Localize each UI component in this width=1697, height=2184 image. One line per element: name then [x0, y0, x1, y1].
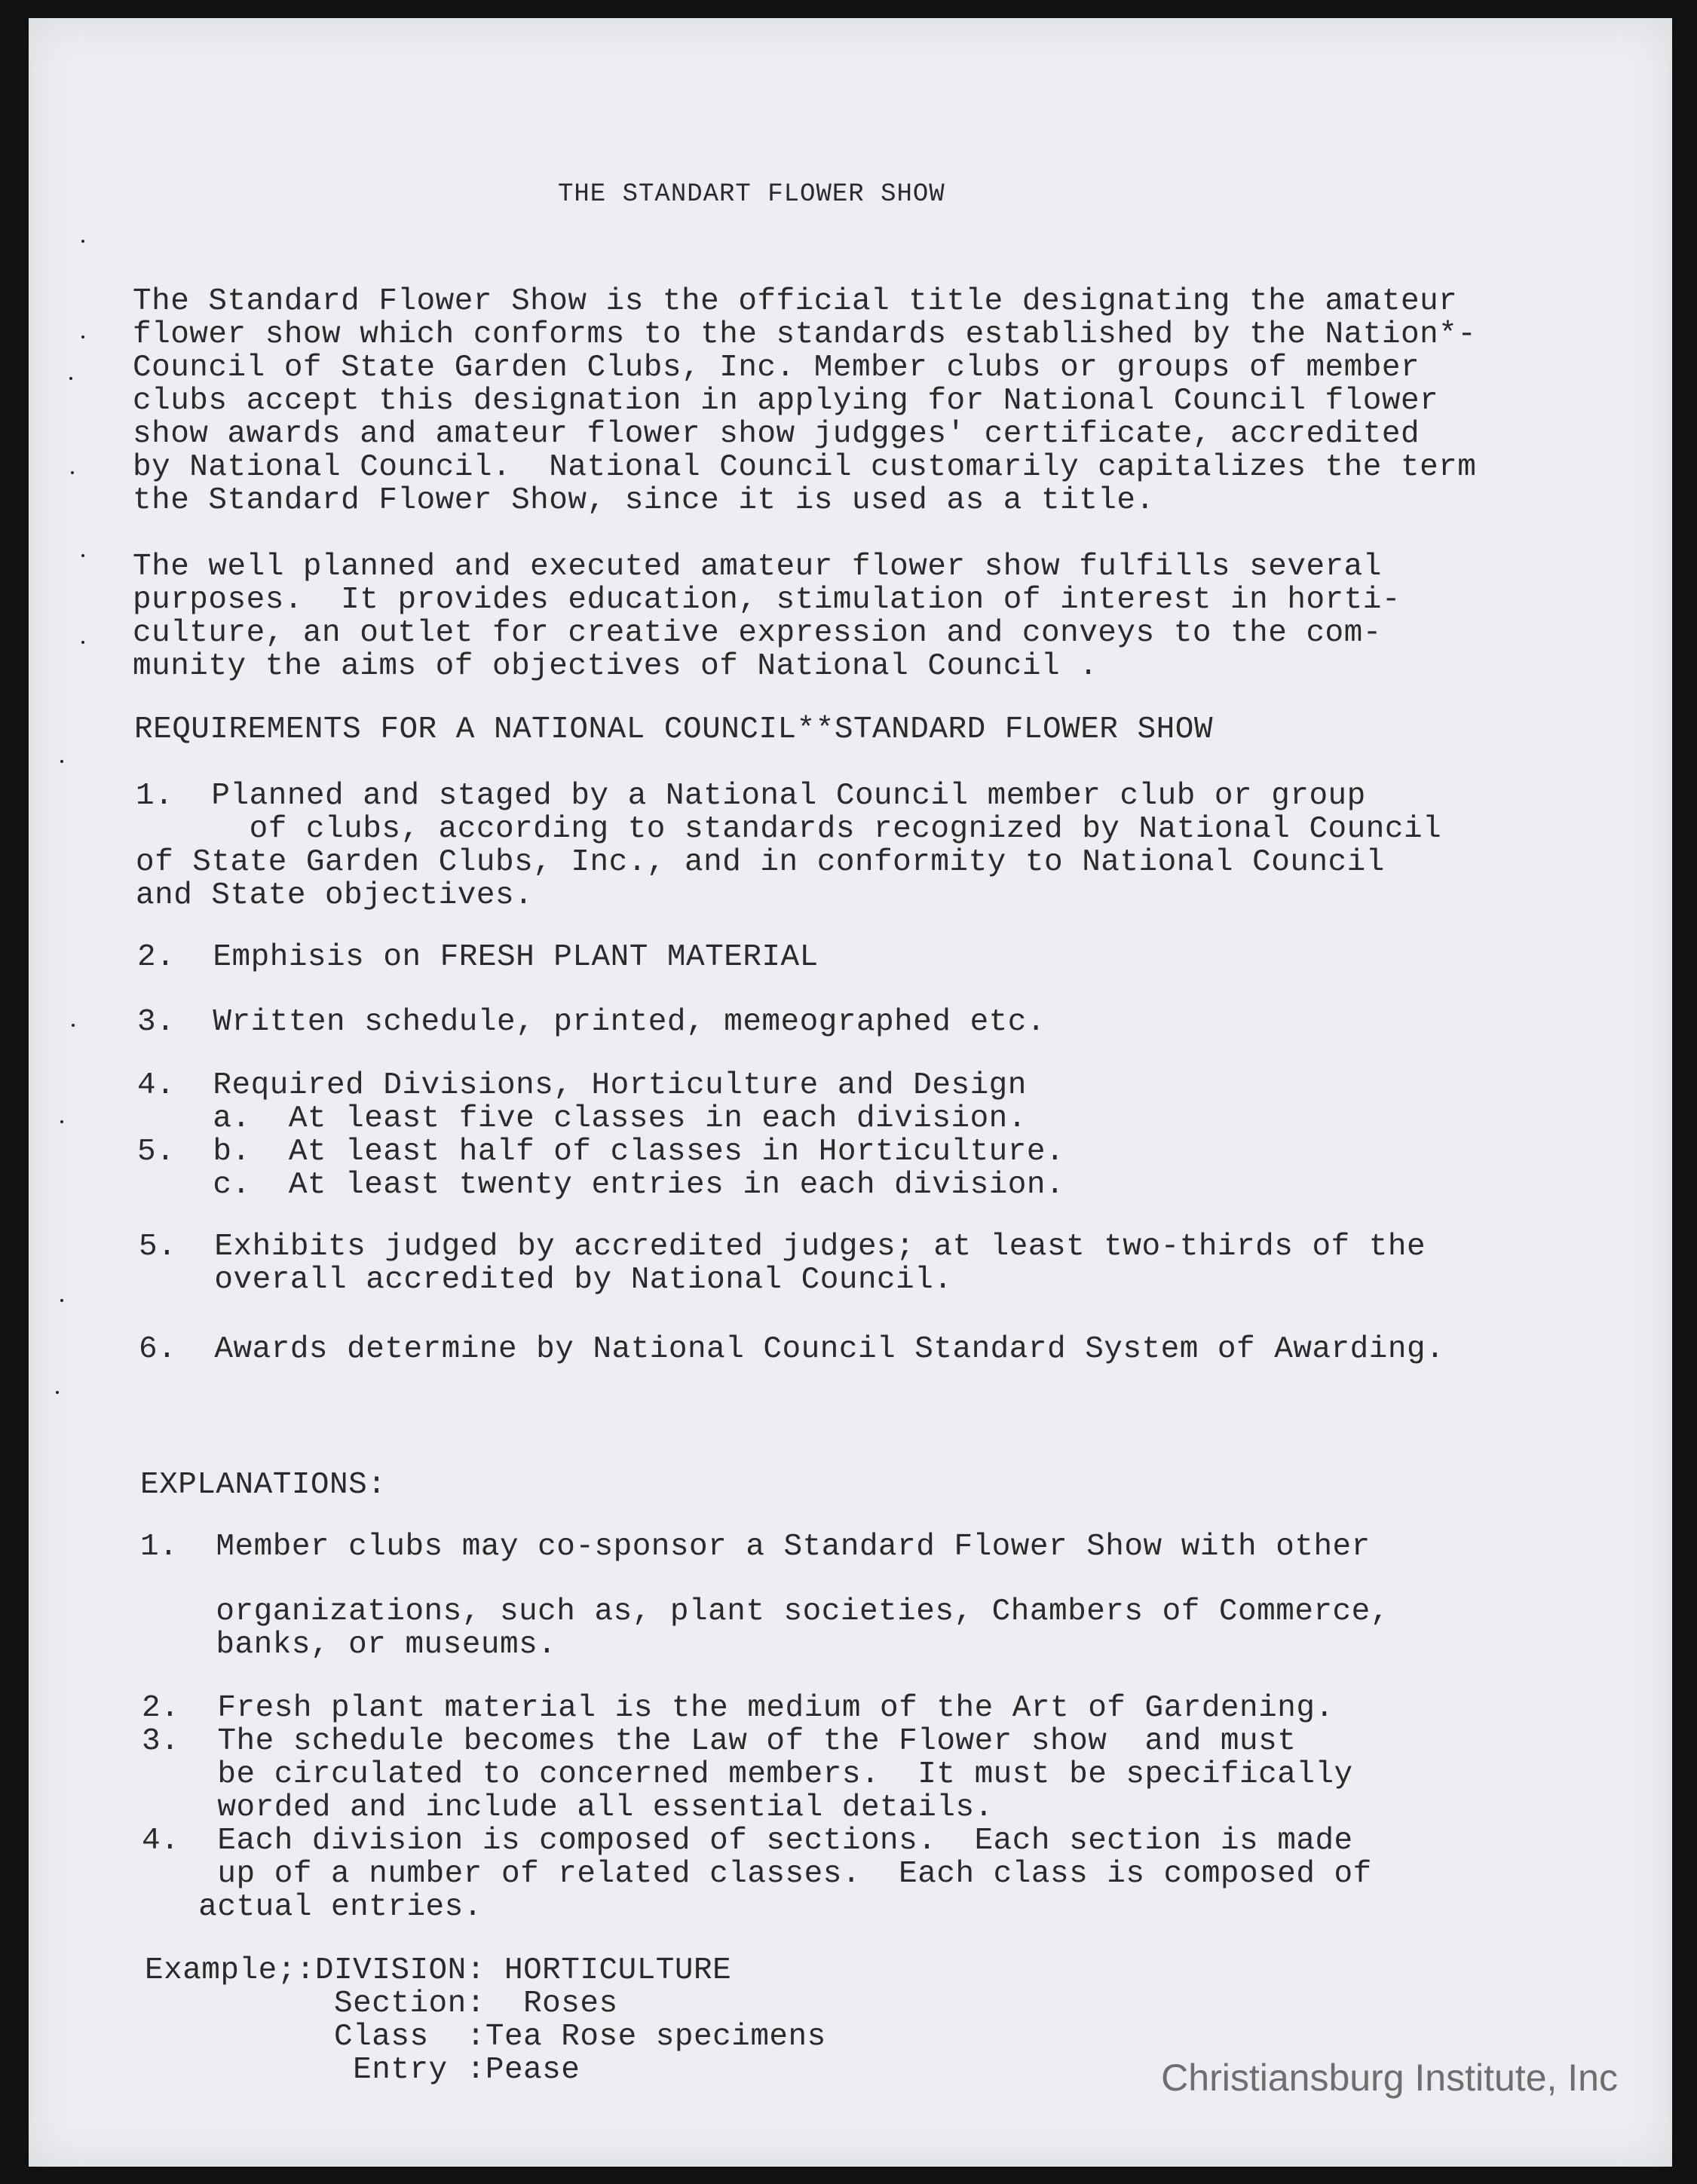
margin-mark [60, 1120, 63, 1123]
explanation-item: banks, or museums. [140, 1628, 557, 1662]
intro-line: culture, an outlet for creative expression and conveys to the com- [133, 616, 1382, 651]
explanation-item: up of a number of related classes. Each class is composed of [142, 1857, 1372, 1891]
intro-line: munity the aims of objectives of National Council . [133, 649, 1098, 684]
requirement-item: 2. Emphisis on FRESH PLANT MATERIAL [137, 940, 819, 975]
margin-mark [72, 1024, 75, 1027]
page-title: THE STANDART FLOWER SHOW [558, 180, 945, 209]
requirement-subitem: a. At least five classes in each division. [137, 1101, 1027, 1136]
margin-mark [56, 1391, 59, 1394]
requirement-item: overall accredited by National Council. [139, 1263, 953, 1297]
intro-line: clubs accept this designation in applying for National Council flower [133, 384, 1439, 418]
intro-line: by National Council. National Council customarily capitalizes the term [133, 450, 1477, 485]
explanation-item: 4. Each division is composed of sections. Each section is made [142, 1824, 1353, 1858]
explanation-item: 3. The schedule becomes the Law of the Flower show and must [142, 1724, 1297, 1759]
intro-line: purposes. It provides education, stimulation of interest in horti- [133, 583, 1401, 617]
margin-mark [69, 377, 72, 380]
intro-line: show awards and amateur flower show judgges' certificate, accredited [133, 417, 1420, 452]
requirement-item: and State objectives. [136, 878, 534, 913]
example-line: Entry :Pease [145, 2053, 580, 2088]
requirement-item: 3. Written schedule, printed, memeographed etc. [137, 1005, 1046, 1040]
requirement-item: of State Garden Clubs, Inc., and in conformity to National Council [136, 845, 1385, 880]
margin-mark [60, 760, 63, 763]
example-line: Section: Roses [145, 1986, 618, 2021]
explanation-item: 1. Member clubs may co-sponsor a Standard Flower Show with other [140, 1530, 1371, 1564]
requirement-item: 1. Planned and staged by a National Council member club or group [136, 779, 1366, 813]
explanation-item: be circulated to concerned members. It must be specifically [142, 1757, 1353, 1792]
example-line: Class :Tea Rose specimens [145, 2020, 826, 2054]
watermark: Christiansburg Institute, Inc [1161, 2057, 1618, 2099]
intro-line: Council of State Garden Clubs, Inc. Member clubs or groups of member [133, 351, 1420, 385]
example-line: Example;:DIVISION: HORTICULTURE [145, 1953, 732, 1988]
requirement-item: 6. Awards determine by National Council Standard System of Awarding. [139, 1332, 1445, 1367]
requirement-subitem: c. At least twenty entries in each division. [137, 1168, 1065, 1202]
requirements-heading: REQUIREMENTS FOR A NATIONAL COUNCIL**STANDARD FLOWER SHOW [134, 712, 1213, 747]
margin-mark [81, 554, 84, 557]
intro-line: the Standard Flower Show, since it is used as a title. [133, 483, 1155, 518]
explanation-item: actual entries. [142, 1890, 482, 1925]
margin-mark [71, 471, 74, 474]
requirement-item: 5. Exhibits judged by accredited judges; at least two-thirds of the [139, 1230, 1426, 1264]
explanation-item: organizations, such as, plant societies, Chambers of Commerce, [140, 1594, 1389, 1629]
explanation-item: worded and include all essential details. [142, 1790, 994, 1825]
intro-line: flower show which conforms to the standards established by the Nation*- [133, 317, 1477, 352]
margin-mark [60, 1299, 63, 1302]
margin-mark [81, 240, 84, 243]
explanations-heading: EXPLANATIONS: [140, 1468, 387, 1502]
requirement-item: 4. Required Divisions, Horticulture and Design [137, 1068, 1027, 1103]
requirement-subitem: 5. b. At least half of classes in Horticulture. [137, 1135, 1065, 1169]
margin-mark [81, 641, 84, 644]
explanation-item: 2. Fresh plant material is the medium of the Art of Gardening. [142, 1691, 1334, 1726]
intro-line: The Standard Flower Show is the official title designating the amateur [133, 284, 1458, 319]
requirement-item: of clubs, according to standards recognized by National Council [136, 812, 1442, 847]
intro-line: The well planned and executed amateur flower show fulfills several [133, 550, 1382, 584]
margin-mark [81, 335, 84, 338]
